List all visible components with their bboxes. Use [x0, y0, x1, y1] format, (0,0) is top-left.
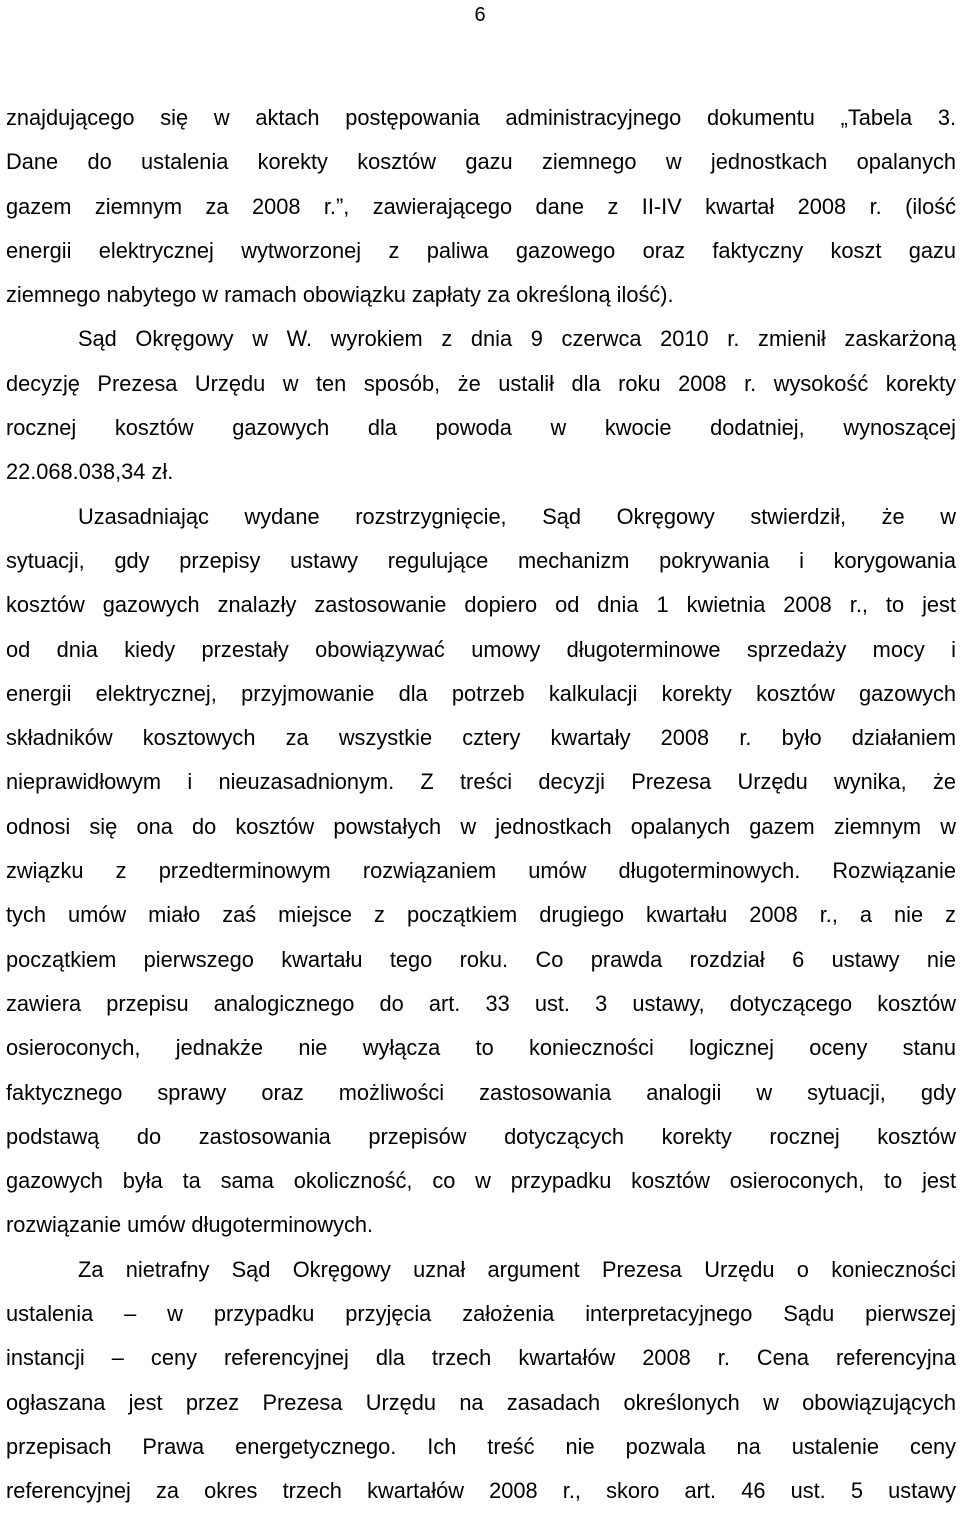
- text-line: rocznej kosztów gazowych dla powoda w kwocie dodatniej, wynoszącej: [6, 415, 956, 441]
- text-line: Dane do ustalenia korekty kosztów gazu ziemnego w jednostkach opalanych: [6, 149, 956, 175]
- text-line: przepisach Prawa energetycznego. Ich treść nie pozwala na ustalenie ceny: [6, 1433, 956, 1459]
- text-line: odnosi się ona do kosztów powstałych w jednostkach opalanych gazem ziemnym w: [6, 813, 956, 839]
- text-line: instancji – ceny referencyjnej dla trzech kwartałów 2008 r. Cena referencyjna: [6, 1345, 956, 1371]
- text-line: ziemnego nabytego w ramach obowiązku zapłaty za określoną ilość).: [6, 282, 674, 308]
- text-line: tych umów miało zaś miejsce z początkiem drugiego kwartału 2008 r., a nie z: [6, 902, 956, 928]
- text-line: kosztów gazowych znalazły zastosowanie dopiero od dnia 1 kwietnia 2008 r., to jest: [6, 592, 956, 618]
- text-line: energii elektrycznej, przyjmowanie dla potrzeb kalkulacji korekty kosztów gazowych: [6, 680, 956, 706]
- text-line: Uzasadniając wydane rozstrzygnięcie, Sąd Okręgowy stwierdził, że w: [78, 503, 956, 529]
- text-line: energii elektrycznej wytworzonej z paliwa gazowego oraz faktyczny koszt gazu: [6, 237, 956, 263]
- text-line: 22.068.038,34 zł.: [6, 459, 174, 485]
- text-line: gazem ziemnym za 2008 r.”, zawierającego dane z II-IV kwartał 2008 r. (ilość: [6, 193, 956, 219]
- text-line: osieroconych, jednakże nie wyłącza to konieczności logicznej oceny stanu: [6, 1035, 956, 1061]
- text-line: referencyjnej za okres trzech kwartałów 2008 r., skoro art. 46 ust. 5 ustawy: [6, 1478, 956, 1504]
- document-body: [6, 96, 956, 1514]
- text-line: ogłaszana jest przez Prezesa Urzędu na zasadach określonych w obowiązujących: [6, 1389, 956, 1415]
- text-line: ustalenia – w przypadku przyjęcia założenia interpretacyjnego Sądu pierwszej: [6, 1301, 956, 1327]
- text-line: nieprawidłowym i nieuzasadnionym. Z treści decyzji Prezesa Urzędu wynika, że: [6, 769, 956, 795]
- text-line: Za nietrafny Sąd Okręgowy uznał argument Prezesa Urzędu o konieczności: [78, 1256, 956, 1282]
- text-line: sytuacji, gdy przepisy ustawy regulujące mechanizm pokrywania i korygowania: [6, 547, 956, 573]
- text-line: rozwiązanie umów długoterminowych.: [6, 1212, 374, 1238]
- text-line: Sąd Okręgowy w W. wyrokiem z dnia 9 czerwca 2010 r. zmienił zaskarżoną: [78, 326, 956, 352]
- text-line: gazowych była ta sama okoliczność, co w przypadku kosztów osieroconych, to jest: [6, 1168, 956, 1194]
- text-line: od dnia kiedy przestały obowiązywać umowy długoterminowe sprzedaży mocy i: [6, 636, 956, 662]
- text-line: faktycznego sprawy oraz możliwości zastosowania analogii w sytuacji, gdy: [6, 1079, 956, 1105]
- text-line: składników kosztowych za wszystkie cztery kwartały 2008 r. było działaniem: [6, 725, 956, 751]
- text-line: znajdującego się w aktach postępowania administracyjnego dokumentu „Tabela 3.: [6, 105, 956, 130]
- text-line: decyzję Prezesa Urzędu w ten sposób, że ustalił dla roku 2008 r. wysokość korekty: [6, 370, 956, 396]
- text-line: początkiem pierwszego kwartału tego roku. Co prawda rozdział 6 ustawy nie: [6, 946, 956, 972]
- text-line: zawiera przepisu analogicznego do art. 33 ust. 3 ustawy, dotyczącego kosztów: [6, 990, 956, 1016]
- text-line: podstawą do zastosowania przepisów dotyczących korekty rocznej kosztów: [6, 1123, 956, 1149]
- text-line: związku z przedterminowym rozwiązaniem umów długoterminowych. Rozwiązanie: [6, 858, 956, 884]
- page-number: 6: [474, 4, 486, 26]
